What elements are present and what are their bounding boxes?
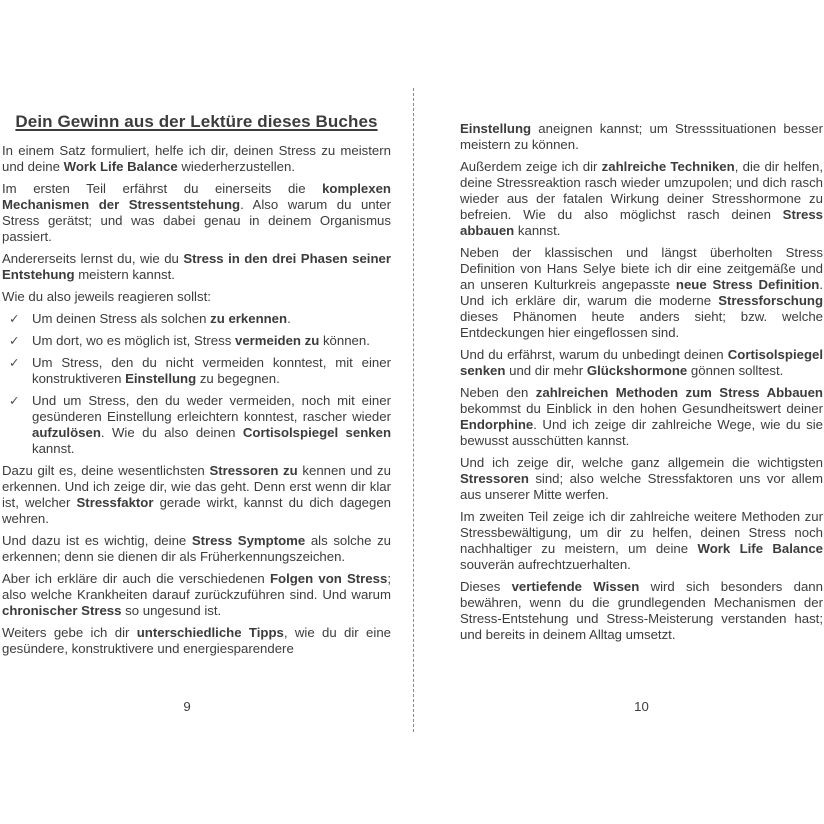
check-icon: ✓ [9, 394, 20, 408]
paragraph: Dieses vertiefende Wissen wird sich besonders dann bewähren, wenn du die grundlegenden Mechanismen der Stress-Entstehung und Stress-Meisterung verstanden hast; und bereits in deinem Alltag umsetzt. [460, 579, 823, 642]
bullet-text: Um deinen Stress als solchen zu erkennen. [32, 311, 291, 326]
bullet-item [2, 311, 391, 327]
paragraph: Weiters gebe ich dir unterschiedliche Tipps, wie du dir eine gesündere, konstruktivere und energiesparendere [2, 625, 391, 656]
paragraph: Neben der klassischen und längst überholten Stress Definition von Hans Selye biete ich dir eine zeitgemäße und an unseren Kulturkreis angepasste neue Stress Definition. Und ich erkläre dir, warum die moderne Stressforschung dieses Phänomen heute anders sieht; bzw. welche Entdeckungen hier eingeflossen sind. [460, 245, 823, 340]
paragraph: Und ich zeige dir, welche ganz allgemein die wichtigsten Stressoren sind; also welche Stressfaktoren uns vor allem aus unserer Mitte werfen. [460, 455, 823, 502]
paragraph: Im ersten Teil erfährst du einerseits die komplexen Mechanismen der Stressentstehung. Also warum du unter Stress gerätst; und was dabei genau in deinem Organismus passiert. [2, 181, 391, 244]
paragraph: Außerdem zeige ich dir zahlreiche Techniken, die dir helfen, deine Stressreaktion rasch wieder umzupolen; und dich rasch wieder aus der fatalen Wirkung deiner Stresshormone zu befreien. Wie du also möglichst rasch deinen Stress abbauen kannst. [460, 159, 823, 238]
check-icon: ✓ [9, 334, 20, 348]
paragraph: Andererseits lernst du, wie du Stress in den drei Phasen seiner Entstehung meistern kannst. [2, 251, 391, 282]
bullet-text: Um Stress, den du nicht vermeiden konntest, mit einer konstruktiveren Einstellung zu begegnen. [32, 355, 391, 386]
page-content-left [2, 143, 391, 657]
bullet-item [2, 355, 391, 387]
paragraph: Aber ich erkläre dir auch die verschiedenen Folgen von Stress; also welche Krankheiten darauf zurückzuführen sind. Und warum chronischer Stress so ungesund ist. [2, 571, 391, 618]
check-icon: ✓ [9, 312, 20, 326]
page-right [460, 121, 823, 649]
page-number-right: 10 [634, 699, 649, 714]
paragraph: Dazu gilt es, deine wesentlichsten Stressoren zu kennen und zu erkennen. Und ich zeige dir, wie das geht. Denn erst wenn dir klar ist, welcher Stressfaktor gerade wirkt, kannst du dich dagegen wehren. [2, 463, 392, 526]
check-icon: ✓ [9, 356, 20, 370]
page-content-right [460, 121, 823, 643]
page-heading: Dein Gewinn aus der Lektüre dieses Buches [15, 112, 378, 131]
bullet-item [2, 393, 391, 457]
paragraph: Einstellung aneignen kannst; um Stresssituationen besser meistern zu können. [460, 121, 823, 152]
bullet-item [2, 333, 391, 349]
paragraph: Wie du also jeweils reagieren sollst: [2, 289, 211, 304]
paragraph: Neben den zahlreichen Methoden zum Stress Abbauen bekommst du Einblick in den hohen Gesundheitswert deiner Endorphine. Und ich zeige dir zahlreiche Wege, wie du sie bewusst ausschütten kannst. [460, 385, 823, 448]
paragraph: Und dazu ist es wichtig, deine Stress Symptome als solche zu erkennen; denn sie dienen dir als Früherkennungszeichen. [2, 533, 391, 564]
page-divider [413, 88, 414, 732]
bullet-text: Um dort, wo es möglich ist, Stress vermeiden zu können. [32, 333, 370, 348]
paragraph: In einem Satz formuliert, helfe ich dir, deinen Stress zu meistern und deine Work Life Balance wiederherzustellen. [2, 143, 391, 174]
paragraph: Im zweiten Teil zeige ich dir zahlreiche weitere Methoden zur Stressbewältigung, um dir zu helfen, deinen Stress noch nachhaltiger zu meistern, um deine Work Life Balance souverän aufrechtzuerhalten. [460, 509, 823, 572]
page-number-left: 9 [183, 699, 191, 714]
bullet-text: Und um Stress, den du weder vermeiden, noch mit einer gesünderen Einstellung erleichtern konntest, rascher wieder aufzulösen. Wie du also deinen Cortisolspiegel senken kannst. [32, 393, 391, 456]
page-left [2, 112, 391, 663]
paragraph: Und du erfährst, warum du unbedingt deinen Cortisolspiegel senken und dir mehr Glückshormone gönnen solltest. [460, 347, 823, 378]
